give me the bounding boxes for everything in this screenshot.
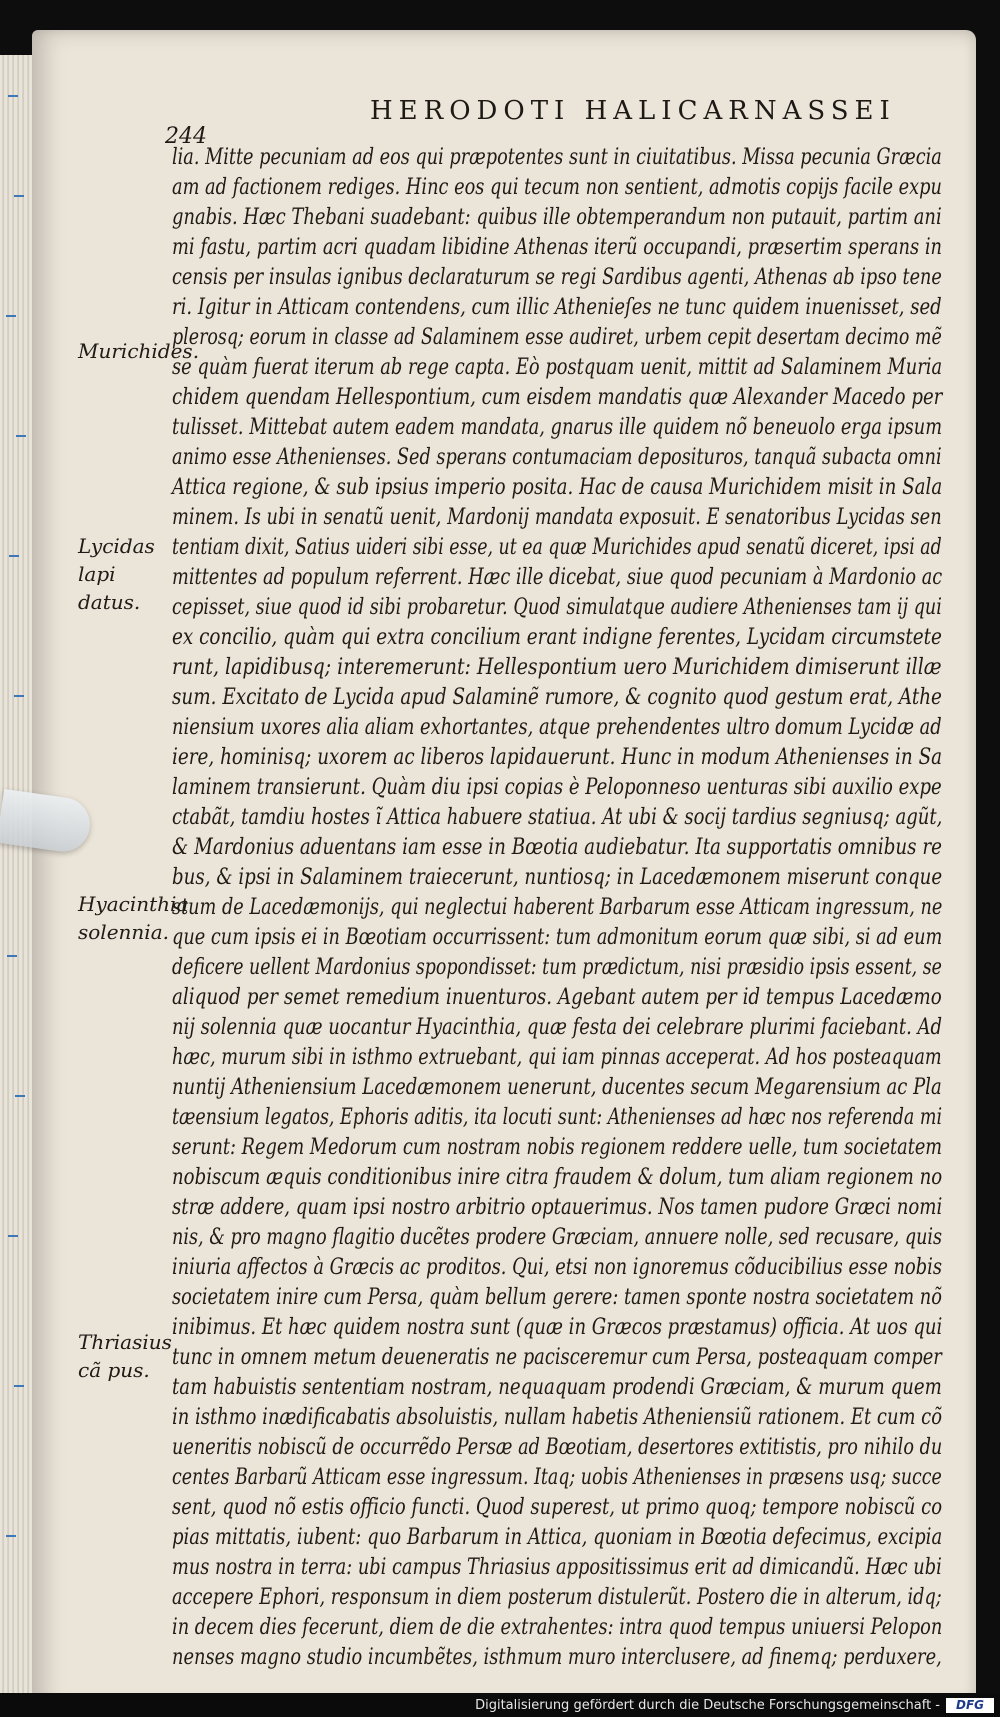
text-line: cepisset, siue quod id sibi probaretur. Quod simulatque audiere Athenienses tam ij qui [172,594,942,620]
text-line: tam habuistis sententiam nostram, nequaquam prodendi Græciam, & murum quem [172,1374,942,1400]
page-edge-stack [0,55,36,1715]
text-line: minem. Is ubi in senatũ uenit, Mardonij mandata exposuit. E senatoribus Lycidas sen [172,504,942,530]
text-line: tæensium legatos, Ephoris aditis, ita locuti sunt: Athenienses ad hæc nos referenda mi [172,1104,943,1130]
edge-mark [14,195,24,197]
text-line: gnabis. Hæc Thebani suadebant: quibus ille obtemperandum non putauit, partim ani [172,204,942,230]
text-line: tentiam dixit, Satius uideri sibi esse, ut ea quæ Murichides apud senatũ diceret, ipsi ad [172,534,942,560]
text-line: tunc in omnem metum deueneratis ne pacisceremur cum Persa, posteaquam comper [172,1344,942,1370]
text-line: in decem dies fecerunt, diem de die extrahentes: intra quod tempus uniuersi Pelopon [172,1614,943,1640]
text-line: iniuria affectos à Græcis ac proditos. Qui, etsi non ignoremus cõducibilius esse nobis [172,1254,943,1280]
text-line: Attica regione, & sub ipsius imperio posita. Hac de causa Murichidem misit in Sala [172,474,943,500]
text-line: que cum ipsis ei in Bœotiam occurrissent: tum admonitum eorum quæ sibi, si ad eum [172,924,943,950]
dfg-logo: DFG [946,1698,994,1713]
text-line: sent, quod nõ estis officio functi. Quod superest, ut primo quoq; tempore nobiscũ co [172,1494,943,1520]
margin-note-murichides: Murichides. [78,339,200,363]
text-line: nij solennia quæ uocantur Hyacinthia, quæ festa dei celebrare plurimi faciebant. Ad [172,1014,943,1040]
text-line: hæc, murum sibi in isthmo extruebant, qui iam pinnas acceperat. Ad hos posteaquam [172,1044,942,1070]
footer-bar [0,1693,1000,1717]
edge-mark [8,95,18,97]
text-line: am ad factionem rediges. Hinc eos qui tecum non sentient, admotis copijs facile expu [172,174,942,200]
text-line: & Mardonius aduentans iam esse in Bœotia audiebatur. Ita supportatis omnibus re [172,834,942,860]
edge-mark [16,435,26,437]
text-line: mi fastu, partim acri quadam libidine Athenas iterũ occupandi, præsertim sperans in [172,234,943,260]
text-line: inibimus. Et hæc quidem nostra sunt (quæ in Græcos præstamus) officia. At uos qui [172,1314,943,1340]
text-line: mittentes ad populum referrent. Hæc ille dicebat, siue quod pecuniam à Mardonio ac [172,564,943,590]
edge-mark [14,1385,24,1387]
text-line: laminem transierunt. Quàm diu ipsi copias è Peloponneso uenturas sibi auxilio expe [172,774,942,800]
text-line: aliquod per semet remedium inuenturos. Agebant autem per id tempus Lacedæmo [172,984,942,1010]
text-line: societatem inire cum Persa, quàm bellum gerere: tamen sponte nostra societatem nõ [172,1284,942,1310]
text-line: runt, lapidibusq; interemerunt: Hellespontium uero Murichidem dimiserunt illæ [172,654,942,680]
body-text [172,142,950,1672]
text-line: plerosq; eorum in classe ad Salaminem esse audiret, urbem cepit desertam decimo mẽ [172,324,942,350]
text-line: deficere uellent Mardonius spopondisset: tum prædictum, nisi præsidio ipsis essent, se [172,954,942,980]
margin-note-thriasius: Thriasius cã pus. [78,1330,172,1382]
footer-credit: Digitalisierung gefördert durch die Deutsche Forschungsgemeinschaft - [475,1698,940,1713]
text-line: chidem quendam Hellespontium, cum eisdem mandatis quæ Alexander Macedo per [172,384,943,410]
text-line: centes Barbarũ Atticam esse ingressum. Itaq; uobis Athenienses in præsens usq; succe [172,1464,942,1490]
text-line: sum. Excitato de Lycida apud Salaminẽ rumore, & cognito quod gestum erat, Athe [172,684,942,710]
text-line: ctabãt, tamdiu hostes ĩ Attica habuere statiua. At ubi & socij tardius segniusq; agũt, [172,804,943,830]
edge-mark [8,1235,18,1237]
edge-mark [7,955,17,957]
text-line: accepere Ephori, responsum in diem posterum distulerũt. Postero die in alterum, idq; [172,1584,942,1610]
text-line: nis, & pro magno flagitio ducẽtes prodere Græciam, annuere nolle, sed recusare, quis [172,1224,943,1250]
running-head: HERODOTI HALICARNASSEI [370,96,896,126]
text-line: stræ addere, quam ipsi nostro arbitrio optauerimus. Nos tamen pudore Græci nomi [172,1194,943,1220]
text-line: serunt: Regem Medorum cum nostram nobis regionem reddere uelle, tum societatem [172,1134,943,1160]
text-line: mus nostra in terra: ubi campus Thriasius appositissimus erit ad dimicandũ. Hæc ubi [172,1554,942,1580]
text-line: censis per insulas ignibus declaraturum se regi Sardibus agenti, Athenas ab ipso tene [172,264,942,290]
text-line: stum de Lacedæmonijs, qui neglectui haberent Barbarum esse Atticam ingressum, ne [172,894,943,920]
text-line: animo esse Athenienses. Sed sperans contumaciam deposituros, tanquã subacta omni [172,444,942,470]
page-number: 244 [165,124,207,149]
edge-mark [6,315,16,317]
text-line: bus, & ipsi in Salaminem traiecerunt, nuntiosq; in Lacedæmonem miserunt conque [172,864,943,890]
text-line: nenses magno studio incumbẽtes, isthmum muro interclusere, ad finemq; perduxere, [172,1644,942,1670]
margin-note-lycidas: Lycidas lapi datus. [78,534,155,614]
text-line: iere, hominisq; uxorem ac liberos lapidauerunt. Hunc in modum Athenienses in Sa [172,744,943,770]
text-line: se quàm fuerat iterum ab rege capta. Eò postquam uenit, mittit ad Salaminem Muria [172,354,943,380]
edge-mark [15,1095,25,1097]
text-line: pias mittatis, iubent: quo Barbarum in Attica, quoniam in Bœotia defecimus, excipia [172,1524,943,1550]
text-line: lia. Mitte pecuniam ad eos qui præpotentes sunt in ciuitatibus. Missa pecunia Græcia [172,144,942,170]
text-line: nobiscum æquis conditionibus inire citra fraudem & dolum, tum aliam regionem no [172,1164,943,1190]
edge-mark [9,555,19,557]
text-line: ex concilio, quàm qui extra concilium erant indigne ferentes, Lycidam circumstete [172,624,942,650]
edge-mark [6,1535,16,1537]
text-line: in isthmo inædificabatis absoluistis, nullam habetis Atheniensiũ rationem. Et cum cõ [172,1404,942,1430]
text-line: nuntij Atheniensium Lacedæmonem uenerunt, ducentes secum Megarensium ac Pla [172,1074,942,1100]
margin-note-hyacinthia: Hyacinthia solennia. [78,892,189,944]
edge-mark [14,695,24,697]
text-line: niensium uxores alia aliam exhortantes, atque prehendentes ultro domum Lycidæ ad [172,714,942,740]
text-line: tulisset. Mittebat autem eadem mandata, gnarus ille quidem nõ beneuolo erga ipsum [172,414,943,440]
text-line: ueneritis nobiscũ de occurrẽdo Persæ ad Bœotiam, desertores extitistis, pro nihilo du [172,1434,943,1460]
text-line: ri. Igitur in Atticam contendens, cum illic Athenieſes ne tunc quidem inuenisset, sed [172,294,942,320]
